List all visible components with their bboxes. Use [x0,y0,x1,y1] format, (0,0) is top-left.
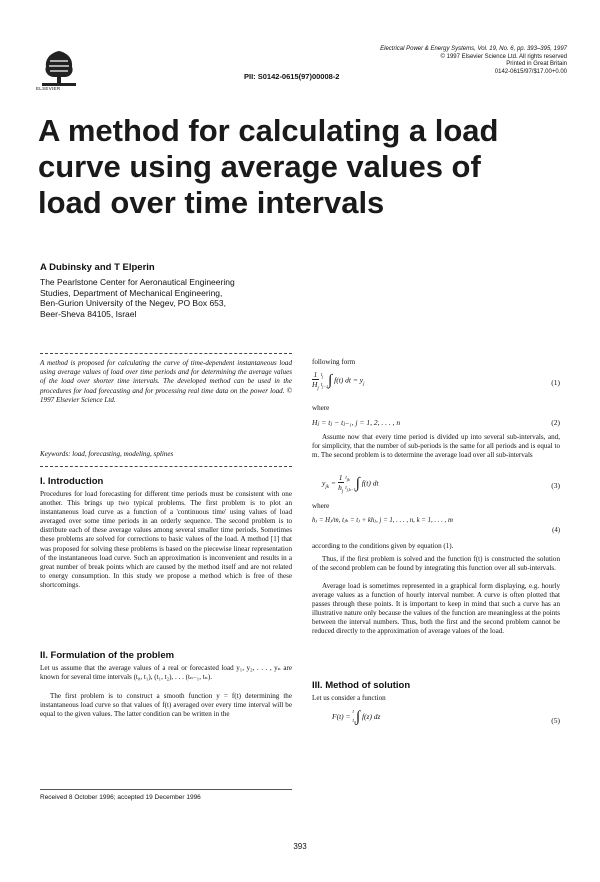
equation-3: $y_{jk}$ = $\frac{1}{h_j}$ $t_{jk}$ $t_{j,k-1}\int$ f(t) dt (3) [322,473,560,495]
equation-number: (3) [551,481,560,490]
according-text: according to the conditions given by equation (1). [312,542,454,550]
equation-4 [312,516,560,538]
equation-number: (1) [551,378,560,387]
eq1-fraction: $\frac{1}{H_j}$ [312,370,319,392]
journal-line: Printed in Great Britain [506,61,567,68]
elsevier-tree-logo-icon [40,47,78,87]
formulation-paragraph-2: The first problem is to construct a smooth function y = f(t) determining the instantaneous load curve so that values of f(t) averaged over every time interval will be equal to the given values. The latter condition can be written in the [40,692,292,719]
authors: A Dubinsky and T Elperin [40,262,155,273]
journal-line: 0142-0615/97/$17.00+0.00 [494,68,567,75]
title-line: curve using average values of [38,149,481,184]
pii-code: PII: S0142-0615(97)00008-2 [244,72,340,81]
section-heading-formulation: II. Formulation of the problem [40,650,175,661]
eq3-limits: $t_{jk}$ $t_{j,k-1}$ [345,475,356,492]
thus-paragraph: Thus, if the first problem is solved and the function f(t) is constructed the solution of the second problem can be found by integrating this function over all sub-intervals. [312,555,560,573]
equation-4-body: hⱼ = Hⱼ/m, tⱼₖ = tⱼ + khⱼ, j = 1, . . . , n, k = 1, . . . , m [312,517,453,524]
affiliation-line: The Pearlstone Center for Aeronautical Engineering [40,277,235,287]
journal-line: Electrical Power & Energy Systems, Vol. 19, No. 6, pp. 393–395, 1997 [380,46,567,52]
equation-number: (4) [552,527,560,534]
affiliation-line: Ben-Gurion University of the Negev, PO Box 653, [40,298,226,308]
title-line: A method for calculating a load [38,113,499,148]
footnote-rule [40,789,292,790]
equation-2 [312,418,560,428]
eq1-limits: $t_j$ $t_{j-1}$ [320,372,329,389]
where-text: where [312,404,330,412]
equation-2-body: Hⱼ = tⱼ − tⱼ₋₁, j = 1, 2, . . . , n [312,418,401,427]
eq5-limits: t $t_0$ [352,710,356,725]
average-load-paragraph: Average load is sometimes represented in a graphical form displaying, e.g. hourly average values as a function of hourly interval number. A curve is often plotted that passes through these points. It is important to keep in mind that such a curve has an illustrative nature only because the values of the function are meaningless at the points between the interval numbers. Thus, both the first and the second problem cannot be reduced directly to the approximation of average values of the load. [312,582,560,636]
equation-5: F(t) = t $t_0\int$ f(z) dz (5) [332,709,560,725]
method-text: Let us consider a function [312,694,386,702]
formulation-paragraph-1: Let us assume that the average values of a real or forecasted load y₁, y₂, . . . , yₙ are known for several time intervals (t₀, t₁), (t₁, t₂), . . . (tₙ₋₁, tₙ). [40,664,292,682]
paper-title [38,113,558,221]
publisher-name: ELSEVIER [36,86,61,91]
integral-symbol-icon: ∫ [355,709,361,725]
section-heading-method: III. Method of solution [312,680,411,691]
equation-number: (5) [551,716,560,725]
title-line: load over time intervals [38,185,385,220]
integral-symbol-icon: ∫ [328,372,333,389]
abstract: A method is proposed for calculating the curve of time-dependent instantaneous load using average values of load over time periods and for determining the average values of the load over shorter time intervals. The developed method can be used in the procedures for load forecasting and for processing real time data on the power load. © 1997 Elsevier Science Ltd. [40,359,292,404]
abstract-bottom-rule [40,466,292,468]
affiliation-line: Studies, Department of Mechanical Engineering, [40,287,223,298]
abstract-top-rule [40,353,292,355]
equation-1: $\frac{1}{H_j}$ $t_j$ $t_{j-1}\int$ f(t) dt = $y_j$ (1) [312,370,560,392]
assume-paragraph: Assume now that every time period is divided up into several sub-intervals, and, for simplicity, that the number of sub-periods is the same for all periods and is equal to m. The second problem is to determine the average load over all sub-intervals [312,433,560,460]
where-text: where [312,502,330,510]
equation-number: (2) [551,418,560,427]
affiliation [40,277,235,319]
affiliation-line: Beer-Sheva 84105, Israel [40,308,137,319]
introduction-text: Procedures for load forecasting for different time periods must be consistent with one another. This brings up two typical problems. The first problem is to plot an instantaneous load curve as a function of a 'continuous time' using values of load averaged over some time periods in an orderly sequence. The second problem is to distribute each of these average values among several smaller time periods. Sometimes these problems are solved for corrections to basic values of the load. A method [1] that was proposed for solving these problems is based on the piecewise linear representation of the instantaneous load curve. Such an approximation is inconvenient and results in a great number of break points which are caused by the method itself and are not related to energy consumption. In this study we propose a method which is free of these shortcomings. [40,490,292,589]
section-heading-introduction: I. Introduction [40,476,104,487]
integral-symbol-icon: ∫ [355,475,360,492]
following-form-text: following form [312,358,356,366]
received-date: Received 8 October 1996; accepted 19 December 1996 [40,794,201,801]
journal-line: © 1997 Elsevier Science Ltd. All rights reserved [440,53,567,60]
eq3-fraction: $\frac{1}{h_j}$ [338,473,344,495]
page-number: 393 [293,842,307,851]
journal-info [367,46,567,76]
keywords: Keywords: load, forecasting, modeling, splines [40,450,174,458]
